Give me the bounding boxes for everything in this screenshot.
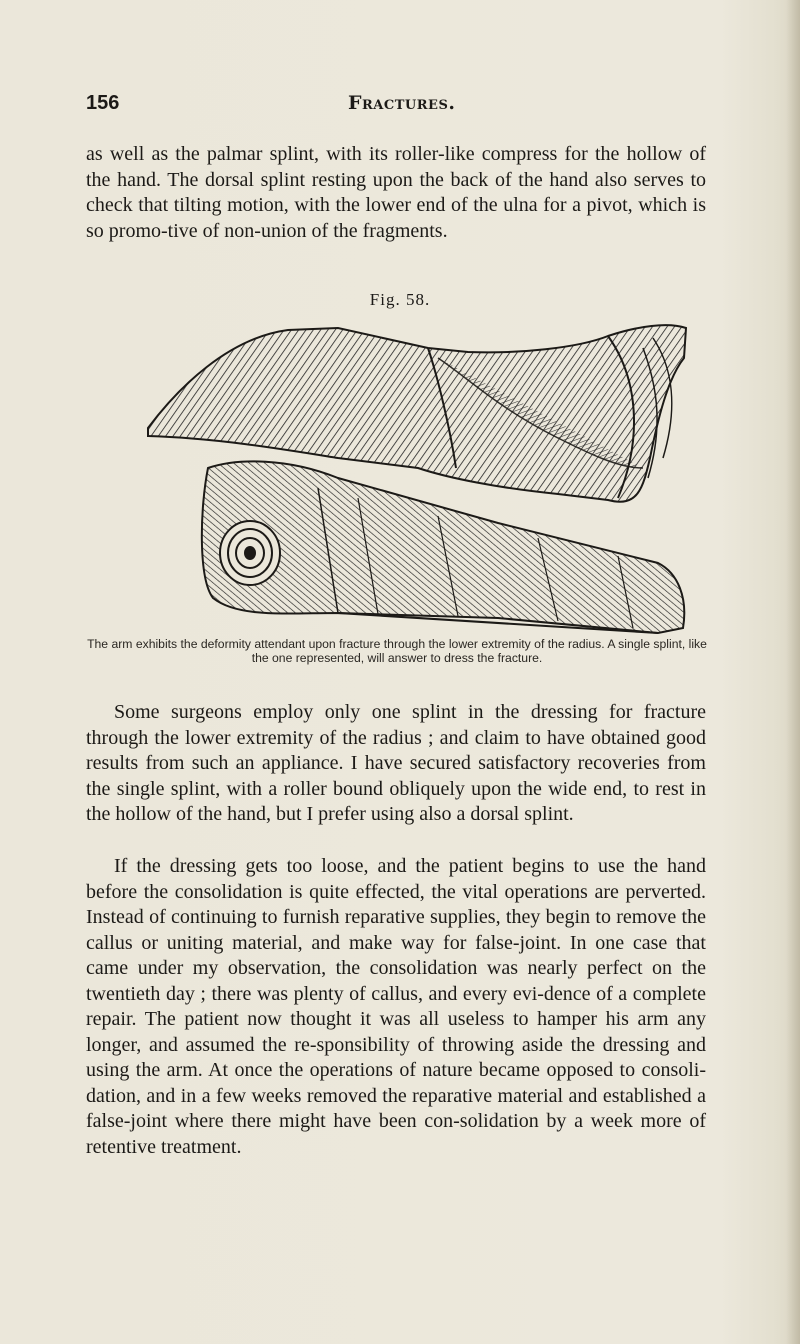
page-header [86,92,711,118]
page-edge-shadow [786,0,800,1344]
paragraph-continuation: as well as the palmar splint, with its roller-like compress for the hollow of the hand. The dorsal splint resting upon the back of the hand also serves to check that tilting motion, with the lower end of the ulna for a pivot, which is so promo-tive of non-union of the fragments. [86,143,706,242]
paragraph-single-splint: Some surgeons employ only one splint in the dressing for fracture through the lower extremity of the radius ; and claim to have obtained good results from such an appliance. I have secured satisfactory recoveries from the single splint, with a roller bound obliquely upon the wide end, to rest in the hollow of the hand, but I prefer using also a dorsal splint. [86,701,706,825]
paragraph-loose-dressing: If the dressing gets too loose, and the patient begins to use the hand before the consolidation is quite effected, the vital operations are perverted. Instead of continuing to furnish reparative supplies, they begin to remove the callus or uniting material, and make way for false-joint. In one case that came under my observation, the consolidation was nearly perfect on the twentieth day ; there was plenty of callus, and every evi-dence of a complete repair. The patient now thought it was all useless to hamper his arm any longer, and assumed the re-sponsibility of throwing aside the dressing and using the arm. At once the operations of nature became opposed to consoli-dation, and in a few weeks removed the reparative material and established a false-joint where there might have been con-solidation by a week more of retentive treatment. [86,855,706,1158]
page-number: 156 [86,92,120,114]
forearm-splint-illustration [138,318,688,640]
running-head: Fractures. [348,92,456,114]
figure-label: Fig. 58. [369,290,431,309]
figure-caption: The arm exhibits the deformity attendant upon fracture through the lower extremity of the radius. A single splint, like the one represented, will answer to dress the fracture. [87,637,707,665]
